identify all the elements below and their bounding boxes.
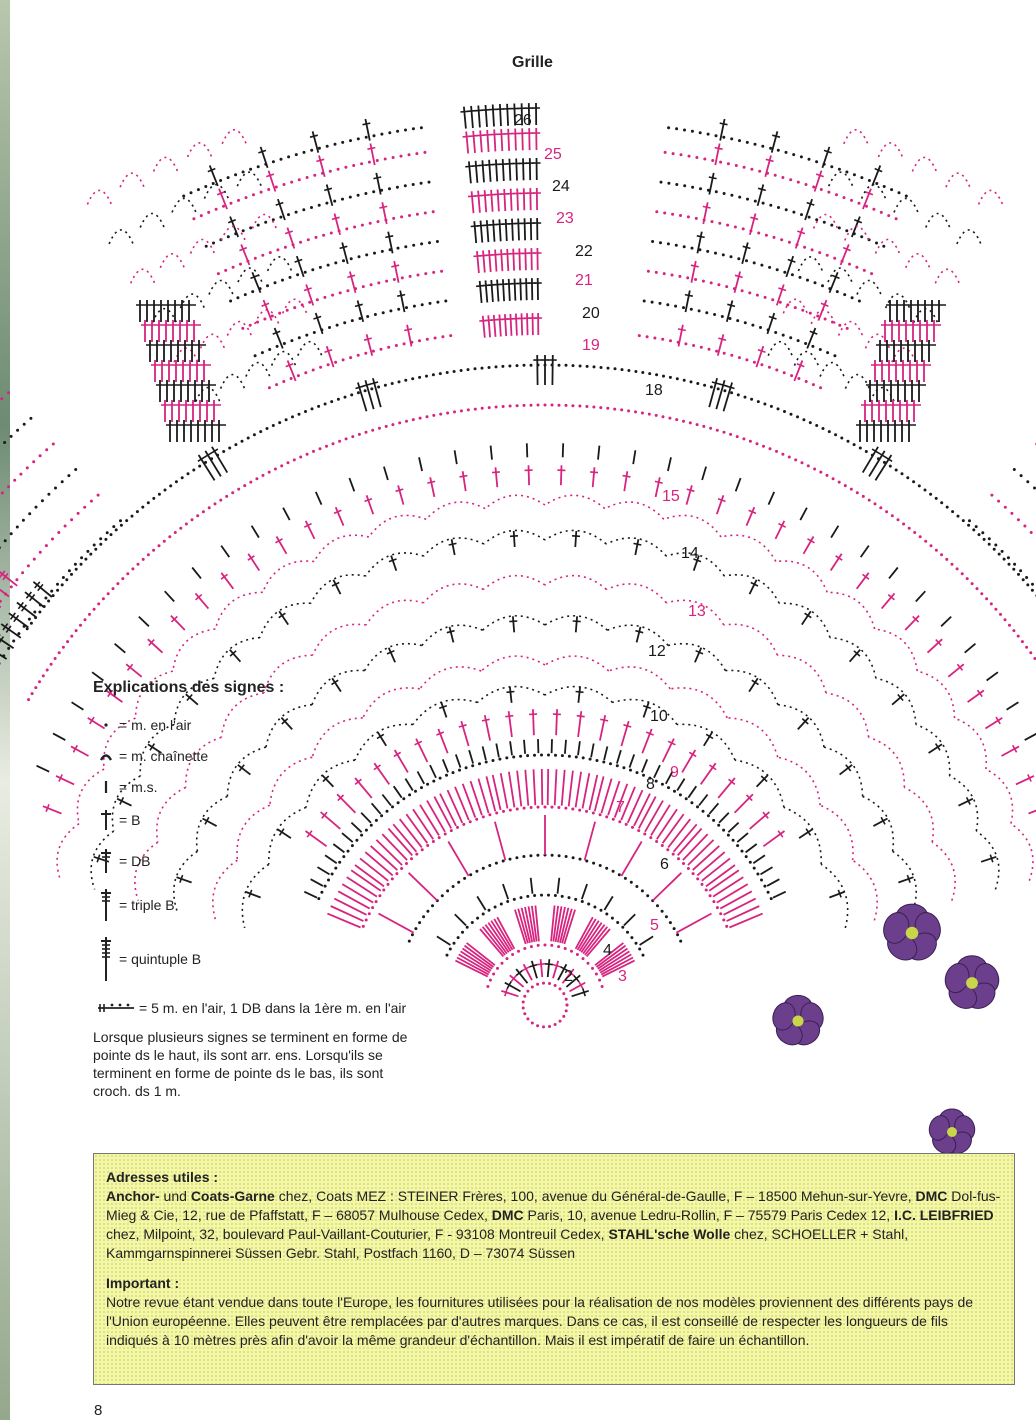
single-crochet-icon bbox=[93, 779, 119, 795]
flower-decoration-3 bbox=[764, 990, 832, 1052]
legend-item-single: = m.s. bbox=[93, 779, 158, 795]
row-number-8: 8 bbox=[646, 776, 655, 793]
legend-item-slip: = m. chaînette bbox=[93, 748, 208, 764]
treble-crochet-icon bbox=[93, 847, 119, 875]
important-text: Notre revue étant vendue dans toute l'Europe, les fournitures utilisées pour la réalisation de nos modèles proviennent des différents pays de l'Union européenne. Elles peuvent être remplacées par d'autres marques. Dans ce cas, il est conseillé de respecter les longueurs de fils indiqués à 10 mètres près afin d'avoir la même grandeur d'échantillon. Mais il est impératif de faire un échantillon. bbox=[106, 1294, 974, 1348]
row-number-19: 19 bbox=[582, 337, 600, 354]
legend-item-quintuple: = quintuple B bbox=[93, 935, 201, 983]
row-number-22: 22 bbox=[575, 243, 593, 260]
legend-title: Explications des signes : bbox=[93, 679, 285, 696]
turning-chain-icon bbox=[93, 1001, 139, 1015]
row-number-13: 13 bbox=[688, 603, 706, 620]
row-number-18: 18 bbox=[645, 382, 663, 399]
row-number-10: 10 bbox=[650, 708, 668, 725]
double-crochet-icon bbox=[93, 808, 119, 832]
addresses-text: Anchor- und Coats-Garne chez, Coats MEZ : STEINER Frères, 100, avenue du Général-de-Gaulle, F – 18500 Mehun-sur-Yevre, DMC Dol-fus-Mieg & Cie, 12, rue de Pfaffstatt, F – 68057 Mulhouse Cedex, DMC Paris, 10, avenue Ledru-Rollin, F – 75579 Paris Cedex 12, I.C. LEIBFRIED chez, Milpoint, 32, boulevard Paul-Vaillant-Couturier, F - 93108 Montreuil Cedex, STAHL'sche Wolle chez, SCHOELLER + Stahl, Kammgarnspinnerei Süssen Gebr. Stahl, Postfach 1160, D – 73074 Süssen bbox=[106, 1188, 1001, 1261]
row-number-15: 15 bbox=[662, 488, 680, 505]
row-number-20: 20 bbox=[582, 305, 600, 322]
row-number-6: 6 bbox=[660, 856, 669, 873]
addresses-title: Adresses utiles : bbox=[106, 1169, 219, 1185]
addresses-box bbox=[93, 1153, 1015, 1385]
row-number-9: 9 bbox=[670, 764, 679, 781]
row-number-12: 12 bbox=[648, 643, 666, 660]
row-number-25: 25 bbox=[544, 146, 562, 163]
quintuple-treble-icon bbox=[93, 935, 119, 983]
flower-decoration-4 bbox=[918, 1104, 986, 1160]
row-number-23: 23 bbox=[556, 210, 574, 227]
row-number-3: 3 bbox=[618, 968, 627, 985]
legend-item-chain: = m. en l'air bbox=[93, 717, 191, 733]
flower-decoration-2 bbox=[932, 950, 1012, 1016]
important-title: Important : bbox=[106, 1275, 180, 1291]
legend-item-treble: = DB bbox=[93, 847, 151, 875]
row-number-26: 26 bbox=[514, 112, 532, 129]
legend-note: Lorsque plusieurs signes se terminent en forme de pointe ds le haut, ils sont arr. ens. Lorsqu'ils se terminent en forme de pointe ds le bas, ils sont croch. ds 1 m. bbox=[93, 1029, 408, 1099]
row-number-14: 14 bbox=[681, 545, 699, 562]
row-number-21: 21 bbox=[575, 272, 593, 289]
row-number-2: 2 bbox=[564, 968, 573, 985]
legend-item-turning-chain: = 5 m. en l'air, 1 DB dans la 1ère m. en l'air bbox=[93, 1000, 406, 1016]
triple-treble-icon bbox=[93, 887, 119, 923]
chain-stitch-icon bbox=[93, 720, 119, 730]
row-number-24: 24 bbox=[552, 178, 570, 195]
slip-stitch-icon bbox=[93, 751, 119, 761]
row-number-4: 4 bbox=[603, 942, 612, 959]
page-number: 8 bbox=[94, 1402, 103, 1419]
legend-item-double: = B bbox=[93, 808, 140, 832]
diagram-title: Grille bbox=[512, 54, 553, 71]
row-number-5: 5 bbox=[650, 917, 659, 934]
row-number-7: 7 bbox=[616, 799, 625, 816]
legend-item-triple: = triple B bbox=[93, 887, 175, 923]
